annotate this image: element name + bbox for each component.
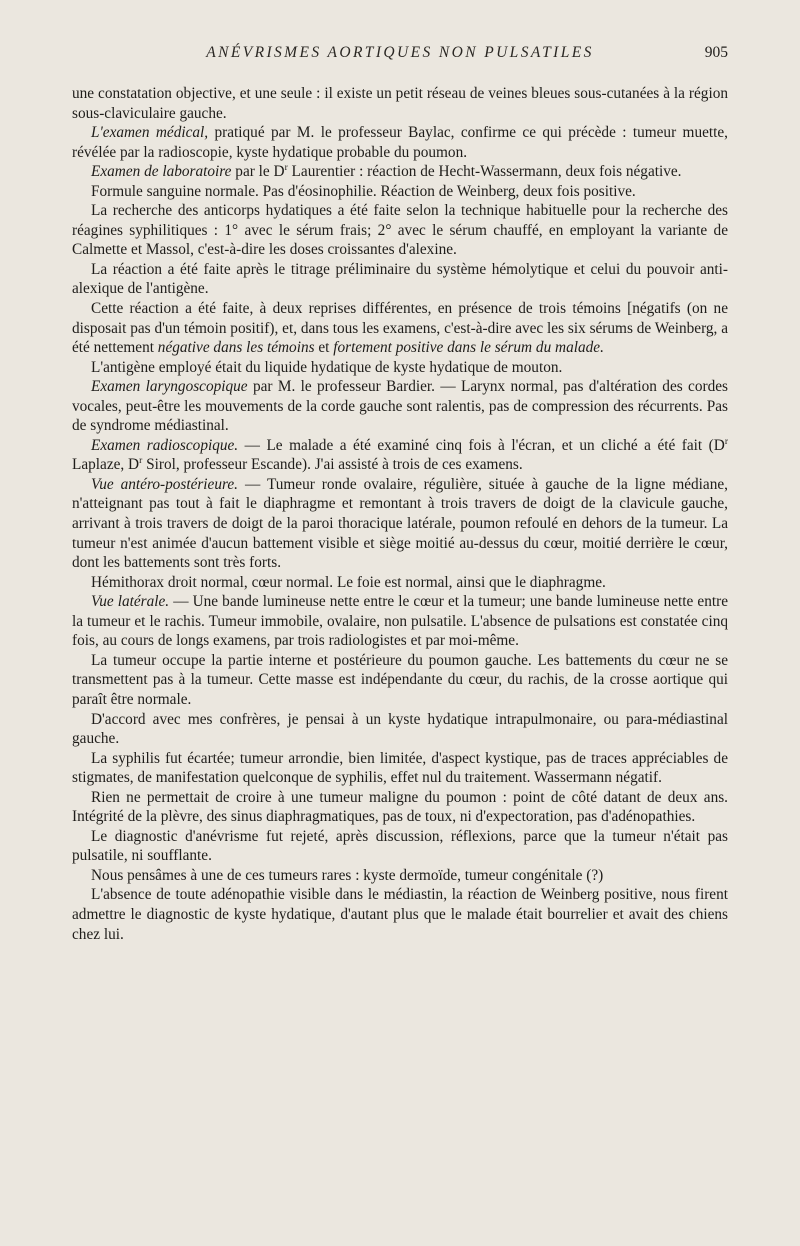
paragraph: [72, 710, 728, 749]
text-run: et: [314, 339, 334, 357]
paragraph: [72, 749, 728, 788]
paragraph: [72, 651, 728, 710]
italic-text: négative dans les témoins: [157, 339, 315, 357]
paragraph: [72, 788, 728, 827]
page-number: 905: [704, 44, 728, 61]
text-run: Le diagnostic d'anévrisme fut rejeté, après discussion, réflexions, parce que la tumeur n'était pas pulsatile, ni soufflante.: [72, 827, 728, 865]
body-text: [72, 84, 728, 944]
paragraph: [72, 475, 728, 573]
paragraph: [72, 885, 728, 944]
paragraph: [72, 182, 728, 202]
paragraph: [72, 436, 728, 475]
superscript: r: [284, 163, 288, 174]
text-run: La tumeur occupe la partie interne et postérieure du poumon gauche. Les battements du cœur ne se transmettent pas à la tumeur. Cette masse est indépendante du cœur, du rachis, de la crosse aortique qui paraît être normale.: [72, 651, 728, 708]
text-run: La réaction a été faite après le titrage préliminaire du système hémolytique et celui du pouvoir anti-alexique de l'antigène.: [72, 260, 728, 298]
text-run: Laurentier : réaction de Hecht-Wassermann, deux fois négative.: [287, 163, 682, 181]
text-run: par le D: [231, 163, 285, 181]
paragraph: [72, 358, 728, 378]
paragraph: [72, 827, 728, 866]
superscript: r: [139, 456, 143, 467]
text-run: Cette réaction a été faite, à deux reprises différentes, en présence de trois témoins [négatifs (on ne disposait pas d'un témoin positif), et, dans tous les examens, c'est-à-dire avec les six sérums de Weinberg, a été nettement: [72, 300, 728, 357]
italic-text: Vue latérale.: [91, 593, 170, 611]
text-run: par M. le professeur Bardier. — Larynx normal, pas d'altération des cordes vocales, peut-être les mouvements de la corde gauche sont ralentis, pas de compression des récurrents. Pas de syndrome médiastinal.: [72, 378, 728, 435]
italic-text: fortement positive dans le sérum du malade.: [333, 339, 604, 357]
italic-text: Examen radioscopique.: [91, 436, 239, 454]
paragraph: [72, 201, 728, 260]
paragraph: [72, 299, 728, 358]
italic-text: Vue antéro-postérieure.: [91, 475, 238, 493]
text-run: — Tumeur ronde ovalaire, régulière, située à gauche de la ligne médiane, n'atteignant pas tout à fait le diaphragme et remontant à trois travers de doigt de la clavicule gauche, arrivant à trois travers de doigt de la paroi thoracique latérale, poumon refoulé en dehors de la tumeur. La tumeur n'est animée d'aucun battement visible et siège moitié au-dessus du cœur, moitié derrière le cœur, dont les battements sont très forts.: [72, 475, 728, 572]
italic-text: L'examen médical,: [91, 124, 209, 142]
text-run: Hémithorax droit normal, cœur normal. Le foie est normal, ainsi que le diaphragme.: [91, 573, 606, 591]
running-header: [72, 44, 728, 68]
italic-text: Examen laryngoscopique: [91, 378, 248, 396]
paragraph: [72, 84, 728, 123]
italic-text: Examen de laboratoire: [91, 163, 232, 181]
text-run: L'absence de toute adénopathie visible dans le médiastin, la réaction de Weinberg positive, nous firent admettre le diagnostic de kyste hydatique, d'autant plus que le malade était bourrelier et avait des chiens chez lui.: [72, 886, 728, 943]
text-run: La recherche des anticorps hydatiques a été faite selon la technique habituelle pour la recherche des réagines syphilitiques : 1° avec le sérum frais; 2° avec le sérum chauffé, en employant la variante de Calmette et Massol, c'est-à-dire les doses croissantes d'alexine.: [72, 202, 728, 259]
paragraph: [72, 573, 728, 593]
text-run: Formule sanguine normale. Pas d'éosinophilie. Réaction de Weinberg, deux fois positive.: [91, 182, 636, 200]
text-run: — Le malade a été examiné cinq fois à l'écran, et un cliché a été fait (D: [238, 436, 725, 454]
text-run: — Une bande lumineuse nette entre le cœur et la tumeur; une bande lumineuse nette entre la tumeur et le rachis. Tumeur immobile, ovalaire, non pulsatile. L'absence de pulsations est constatée cinq fois, au cours de longs examens, par trois radiologistes et par moi-même.: [72, 593, 729, 650]
paragraph: [72, 260, 728, 299]
paragraph: [72, 866, 728, 886]
text-run: pratiqué par M. le professeur Baylac, confirme ce qui précède : tumeur muette, révélée par la radioscopie, kyste hydatique probable du poumon.: [72, 124, 729, 161]
paragraph: [72, 123, 728, 162]
running-title: ANÉVRISMES AORTIQUES NON PULSATILES: [206, 44, 594, 61]
text-run: Nous pensâmes à une de ces tumeurs rares : kyste dermoïde, tumeur congénitale (?): [91, 866, 604, 884]
superscript: r: [724, 436, 728, 447]
paragraph: [72, 162, 728, 182]
text-run: D'accord avec mes confrères, je pensai à un kyste hydatique intrapulmonaire, ou para-médiastinal gauche.: [72, 710, 728, 748]
paragraph: [72, 592, 728, 651]
text-run: La syphilis fut écartée; tumeur arrondie, bien limitée, d'aspect kystique, pas de traces appréciables de stigmates, de manifestation quelconque de syphilis, effet nul du traitement. Wassermann négatif.: [72, 749, 728, 787]
paragraph: [72, 377, 728, 436]
text-run: L'antigène employé était du liquide hydatique de kyste hydatique de mouton.: [91, 358, 563, 376]
text-run: Laplaze, D: [72, 456, 140, 474]
text-run: une constatation objective, et une seule : il existe un petit réseau de veines bleues sous-cutanées à la région sous-claviculaire gauche.: [72, 85, 728, 122]
text-run: Rien ne permettait de croire à une tumeur maligne du poumon : point de côté datant de deux ans. Intégrité de la plèvre, des sinus diaphragmatiques, pas de toux, ni d'expectoration, pas d'adénopathies.: [72, 788, 728, 826]
text-run: Sirol, professeur Escande). J'ai assisté à trois de ces examens.: [142, 456, 523, 474]
